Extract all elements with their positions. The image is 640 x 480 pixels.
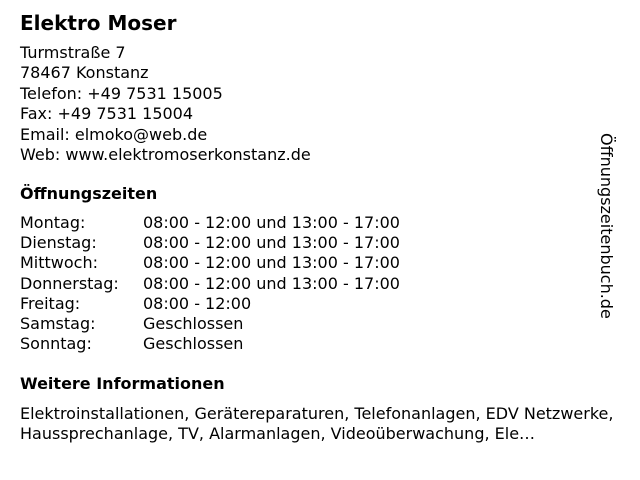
opening-hours-table [20,213,400,354]
hours-row [20,274,400,294]
hours-time: 08:00 - 12:00 [143,293,252,313]
hours-day: Donnerstag: [20,273,119,293]
email-address: Email: elmoko@web.de [20,124,208,144]
hours-row [20,294,400,314]
more-info-heading: Weitere Informationen [20,374,225,393]
hours-time: Geschlossen [143,334,244,354]
hours-time: Geschlossen [143,314,244,334]
hours-row [20,233,400,253]
fax-number: Fax: +49 7531 15004 [20,104,194,124]
hours-day: Dienstag: [20,233,97,253]
site-watermark: Öffnungszeitenbuch.de [597,133,616,319]
hours-time: 08:00 - 12:00 und 13:00 - 17:00 [143,213,400,232]
city-address: 78467 Konstanz [20,63,149,83]
hours-time: 08:00 - 12:00 und 13:00 - 17:00 [143,273,400,293]
street-address: Turmstraße 7 [20,43,126,62]
hours-day: Sonntag: [20,334,92,354]
hours-day: Samstag: [20,314,96,334]
hours-row [20,253,400,273]
business-name: Elektro Moser [20,11,177,35]
website-url: Web: www.elektromoserkonstanz.de [20,145,311,165]
hours-time: 08:00 - 12:00 und 13:00 - 17:00 [143,233,400,253]
hours-day: Mittwoch: [20,253,98,273]
phone-number: Telefon: +49 7531 15005 [20,83,223,103]
opening-hours-heading: Öffnungszeiten [20,184,158,203]
hours-row [20,334,400,354]
hours-day: Freitag: [20,293,81,313]
more-info-text: Elektroinstallationen, Gerätereparaturen, Telefonanlagen, EDV Netzwerke, Haussprechanlage, TV, Alarmanlagen, Videoüberwachung, Ele… [20,404,614,443]
hours-row [20,314,400,334]
hours-time: 08:00 - 12:00 und 13:00 - 17:00 [143,253,400,273]
hours-row [20,213,400,233]
hours-day: Montag: [20,213,86,232]
contact-block [20,43,311,165]
